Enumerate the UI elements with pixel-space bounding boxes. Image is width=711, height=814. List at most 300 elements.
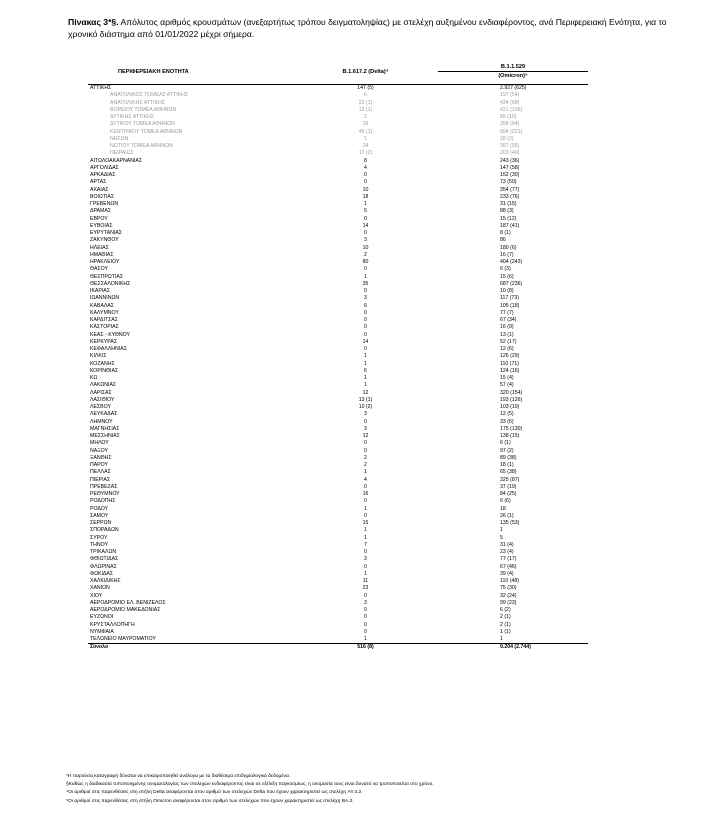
omicron-count-cell: 6 (6) — [500, 498, 511, 505]
table-total-row — [88, 644, 588, 652]
omicron-count-cell: 67 (34) — [500, 317, 517, 323]
table-row — [88, 245, 588, 252]
delta-count-cell: 11 — [362, 578, 369, 584]
omicron-count-cell: 84 (25) — [500, 491, 517, 497]
table-row — [88, 629, 588, 636]
omicron-count-cell: 193 (126) — [500, 396, 523, 403]
region-name-cell: ΓΡΕΒΕΝΩΝ — [90, 201, 119, 207]
table-subrow — [88, 100, 588, 107]
region-name-cell: ΝΟΤΙΟΥ ΤΟΜΕΑ ΑΘΗΝΩΝ — [110, 143, 173, 149]
omicron-count-cell: 16 (7) — [500, 251, 514, 258]
region-name-cell: ΝΑΞΟΥ — [90, 447, 108, 454]
omicron-count-cell: 28 (2) — [500, 135, 514, 142]
delta-count-cell: 6 — [364, 92, 367, 99]
delta-count-cell: 0 — [364, 512, 367, 519]
delta-count-cell: 1 — [364, 534, 367, 541]
table-row — [88, 390, 588, 397]
region-name-cell: ΚΑΛΥΜΝΟΥ — [90, 309, 119, 316]
delta-count-cell: 13 (1) — [358, 396, 373, 403]
region-name-cell: ΚΡΥΣΤΑΛΛΟΠΗΓΗ — [90, 621, 135, 628]
omicron-count-cell: 233 (76) — [500, 193, 520, 200]
omicron-count-cell: 325 (87) — [500, 476, 520, 483]
table-row — [88, 339, 588, 346]
region-name-cell: ΒΟΙΩΤΙΑΣ — [90, 193, 115, 200]
delta-count-cell: 1 — [364, 527, 367, 534]
delta-count-cell: 0 — [364, 172, 367, 178]
region-name-cell: ΧΑΝΙΩΝ — [90, 585, 110, 592]
table-row — [88, 506, 588, 513]
table-subrow — [88, 107, 588, 114]
delta-count-cell: 0 — [364, 440, 367, 447]
table-row — [88, 636, 588, 644]
delta-count-cell: 2 — [364, 454, 367, 461]
table-subrow — [88, 143, 588, 150]
region-name-cell: ΔΡΑΜΑΣ — [90, 208, 111, 215]
omicron-count-cell: 77 (7) — [500, 309, 514, 316]
region-name-cell: ΡΟΔΟΥ — [90, 505, 109, 512]
table-row — [88, 295, 588, 302]
region-name-cell: ΘΕΣΠΡΩΤΙΑΣ — [90, 273, 124, 280]
region-name-cell: ΠΑΡΟΥ — [90, 462, 108, 468]
table-row — [88, 607, 588, 614]
table-row — [88, 622, 588, 629]
omicron-count-cell: 138 (15) — [500, 433, 520, 439]
delta-count-cell: 1 — [364, 201, 367, 207]
delta-count-cell: 0 — [364, 331, 367, 338]
delta-count-cell: 1 — [364, 382, 367, 389]
region-name-cell: ΦΘΙΩΤΙΔΑΣ — [90, 556, 119, 563]
omicron-count-cell: 687 (236) — [500, 280, 523, 287]
table-row — [88, 259, 588, 266]
table-row — [88, 469, 588, 476]
omicron-count-cell: 39 (4) — [500, 570, 514, 577]
omicron-count-cell: 2 (1) — [500, 621, 511, 628]
region-name-cell: ΚΕΝΤΡΙΚΟΥ ΤΟΜΕΑ ΑΘΗΝΩΝ — [110, 128, 183, 135]
delta-count-cell: 1 — [364, 375, 367, 381]
region-name-cell: ΣΥΡΟΥ — [90, 534, 108, 541]
omicron-count-cell: 354 (77) — [500, 186, 520, 193]
delta-count-cell: 147 (5) — [293, 85, 438, 93]
region-name-cell: ΡΕΘΥΜΝΟΥ — [90, 491, 120, 497]
omicron-count-cell: 152 (30) — [500, 172, 520, 178]
table-row — [88, 411, 588, 418]
table-row — [88, 303, 588, 310]
region-name-cell: ΕΥΡΥΤΑΝΙΑΣ — [90, 230, 122, 236]
region-name-cell: ΦΛΩΡΙΝΑΣ — [90, 563, 117, 570]
table-row — [88, 187, 588, 194]
table-row — [88, 404, 588, 411]
omicron-count-cell: 99 (23) — [500, 599, 517, 606]
delta-count-cell: 0 — [364, 621, 367, 628]
region-name-cell: ΧΑΛΚΙΔΙΚΗΣ — [90, 578, 121, 584]
region-name-cell: ΑΡΚΑΔΙΑΣ — [90, 172, 116, 178]
delta-count-cell: 4 — [364, 164, 367, 171]
delta-count-cell: 18 — [362, 193, 369, 200]
region-name-cell: ΞΑΝΘΗΣ — [90, 454, 112, 461]
table-row — [88, 230, 588, 237]
table-row — [88, 564, 588, 571]
region-name-cell: ΦΩΚΙΔΑΣ — [90, 570, 114, 577]
omicron-count-cell: 15 (6) — [500, 273, 514, 280]
table-row — [88, 223, 588, 230]
table-row — [88, 527, 588, 534]
region-name-cell: ΚΕΡΚΥΡΑΣ — [90, 338, 118, 345]
delta-count-cell: 10 — [362, 244, 369, 251]
region-name-cell: ΖΑΚΥΝΘΟΥ — [90, 237, 119, 244]
table-row — [88, 324, 588, 331]
delta-count-cell: 46 (1) — [358, 128, 373, 135]
omicron-count-cell: 117 (73) — [500, 295, 519, 302]
table-caption-text: Απόλυτος αριθμός κρουσμάτων (ανεξαρτήτως τρόπου δειγματοληψίας) με στελέχη αυξημένου ενδιαφέροντος, ανά Περιφερειακή Ενότητα, για το χρονικό διάστημα από 01/01/2022 μέχρι σήμερα. — [68, 17, 667, 39]
omicron-count-cell: 32 (24) — [500, 592, 517, 599]
table-row — [88, 158, 588, 165]
table-row — [88, 165, 588, 172]
table-row — [88, 361, 588, 368]
region-name-cell: ΑΤΤΙΚΗΣ — [88, 85, 293, 93]
omicron-count-cell: 320 (154) — [500, 389, 523, 396]
region-name-cell: ΛΑΡΙΣΑΣ — [90, 389, 112, 396]
delta-count-cell: 0 — [364, 230, 367, 236]
delta-count-cell: 3 — [364, 237, 367, 244]
region-name-cell: ΛΕΣΒΟΥ — [90, 404, 111, 410]
delta-count-cell: 0 — [364, 628, 367, 635]
table-row — [88, 585, 588, 592]
region-name-cell: ΧΙΟΥ — [90, 592, 103, 599]
region-name-cell: ΚΕΑΣ - ΚΥΘΝΟΥ — [90, 331, 130, 338]
omicron-count-cell: 37 (19) — [500, 483, 517, 490]
table-row — [88, 600, 588, 607]
delta-count-cell: 0 — [364, 317, 367, 323]
omicron-count-cell: 126 (29) — [500, 353, 520, 360]
delta-count-cell: 0 — [364, 447, 367, 454]
omicron-count-cell: 175 (130) — [500, 425, 523, 432]
table-subrow — [88, 150, 588, 157]
region-name-cell: ΛΑΚΩΝΙΑΣ — [90, 382, 117, 389]
region-name-cell: ΝΥΜΦΑΙΑ — [90, 628, 114, 635]
table-row — [88, 353, 588, 360]
omicron-count-cell: 5 — [500, 534, 503, 541]
omicron-count-cell: 994 (221) — [500, 128, 523, 135]
delta-count-cell: 0 — [364, 266, 367, 273]
table-row — [88, 375, 588, 382]
omicron-count-cell: 12 (5) — [500, 411, 514, 418]
delta-count-cell: 2 — [364, 462, 367, 468]
delta-count-cell: 14 — [362, 338, 369, 345]
table-body — [88, 85, 588, 652]
table-row — [88, 614, 588, 621]
omicron-count-cell: 97 (2) — [500, 447, 514, 454]
delta-count-cell: 17 (2) — [358, 150, 373, 157]
region-name-cell: ΑΝΑΤΟΛΙΚΟΣ ΤΟΜΕΑΣ ΑΤΤΙΚΗΣ — [110, 92, 189, 99]
delta-count-cell: 1 — [364, 570, 367, 577]
region-name-cell: ΤΗΝΟΥ — [90, 541, 108, 548]
table-row — [88, 549, 588, 556]
total-label-cell: Σύνολο — [88, 644, 293, 652]
table-row — [88, 535, 588, 542]
omicron-count-cell: 147 (58) — [500, 164, 520, 171]
delta-count-cell: 35 — [362, 280, 369, 287]
table-row — [88, 593, 588, 600]
region-name-cell: ΛΕΥΚΑΔΑΣ — [90, 411, 118, 418]
region-name-cell: ΙΚΑΡΙΑΣ — [90, 288, 110, 294]
omicron-count-cell: 135 (53) — [500, 520, 520, 526]
delta-count-cell: 0 — [364, 179, 367, 186]
table-row — [88, 194, 588, 201]
delta-count-cell: 0 — [364, 288, 367, 294]
region-name-cell: ΚΙΛΚΙΣ — [90, 353, 107, 360]
omicron-count-cell: 1 — [500, 636, 503, 642]
region-name-cell: ΑΕΡΟΔΡΟΜΙΟ ΕΛ. ΒΕΝΙΖΕΛΟΣ — [90, 599, 166, 606]
delta-count-cell: 0 — [364, 418, 367, 425]
region-name-cell: ΑΡΤΑΣ — [90, 179, 107, 186]
omicron-count-cell: 57 (4) — [500, 382, 514, 389]
delta-count-cell: 0 — [364, 309, 367, 316]
delta-count-cell: 3 — [364, 425, 367, 432]
table-number: Πίνακας 3*§. — [68, 17, 119, 27]
omicron-count-cell: 15 (4) — [500, 375, 514, 381]
region-name-cell: ΣΑΜΟΥ — [90, 512, 109, 519]
omicron-count-cell: 33 (6) — [500, 418, 514, 425]
delta-count-cell: 1 — [364, 273, 367, 280]
omicron-count-cell: 18 — [500, 505, 506, 512]
region-name-cell: ΛΑΣΙΘΙΟΥ — [90, 396, 115, 403]
delta-count-cell: 0 — [364, 592, 367, 599]
omicron-count-cell: 67 (46) — [500, 563, 517, 570]
table-row — [88, 208, 588, 215]
delta-count-cell: 1 — [364, 469, 367, 476]
delta-count-cell: 3 — [364, 599, 367, 606]
footnote: *Η παρούσα καταγραφή δύναται να επικαιροποιηθεί ανάλογα με τα διαθέσιμα επιδημιολογικά δεδομένα. — [66, 774, 291, 779]
delta-count-cell: 1 — [364, 353, 367, 360]
region-name-cell: ΠΕΙΡΑΙΩΣ — [110, 150, 134, 157]
delta-count-cell: 6 — [364, 302, 367, 309]
omicron-count-cell: 2.927 (625) — [438, 85, 588, 93]
omicron-count-cell: 31 (15) — [500, 201, 517, 207]
header-omicron — [438, 60, 588, 85]
footnotes — [66, 773, 666, 806]
region-name-cell: ΚΩ — [90, 375, 98, 381]
omicron-count-cell: 6 (2) — [500, 607, 511, 613]
table-subrow — [88, 129, 588, 136]
region-name-cell: ΔΥΤΙΚΗΣ ΑΤΤΙΚΗΣ — [110, 114, 154, 120]
table-row — [88, 419, 588, 426]
delta-count-cell: 10 (2) — [358, 404, 373, 410]
omicron-count-cell: 421 (106) — [500, 106, 523, 113]
omicron-count-cell: 52 (17) — [500, 338, 517, 345]
table-row — [88, 556, 588, 563]
table-row — [88, 448, 588, 455]
delta-count-cell: 2 — [364, 251, 367, 258]
region-name-cell: ΚΟΡΙΝΘΙΑΣ — [90, 367, 119, 374]
table-row — [88, 237, 588, 244]
table-row — [88, 216, 588, 223]
delta-count-cell: 16 — [362, 491, 369, 497]
table-row — [88, 498, 588, 505]
table-row — [88, 440, 588, 447]
delta-count-cell: 12 (1) — [358, 106, 373, 113]
omicron-count-cell: 75 (30) — [500, 585, 517, 592]
omicron-count-cell: 187 (41) — [500, 222, 520, 229]
omicron-count-cell: 23 (4) — [500, 549, 514, 555]
region-name-cell: ΑΕΡΟΔΡΟΜΙΟ ΜΑΚΕΔΟΝΙΑΣ — [90, 607, 161, 613]
header-omicron-code: B.1.1.529 — [500, 64, 526, 70]
table-row — [88, 455, 588, 462]
omicron-count-cell: 89 (38) — [500, 454, 517, 461]
region-name-cell: ΠΡΕΒΕΖΑΣ — [90, 483, 118, 490]
omicron-count-cell: 258 (64) — [500, 121, 520, 128]
delta-count-cell: 1 — [364, 636, 367, 642]
region-name-cell: ΚΕΦΑΛΛΗΝΙΑΣ — [90, 346, 127, 352]
table-row — [88, 578, 588, 585]
delta-count-cell: 3 — [364, 411, 367, 418]
delta-count-cell: 0 — [364, 607, 367, 613]
region-name-cell: ΕΒΡΟΥ — [90, 215, 108, 222]
table-row — [88, 332, 588, 339]
omicron-count-cell: 103 (10) — [500, 404, 520, 410]
omicron-count-cell: 180 (6) — [500, 244, 517, 251]
header-region: ΠΕΡΙΦΕΡΕΙΑΚΗ ΕΝΟΤΗΤΑ — [88, 60, 293, 85]
footnote: ⁵Οι αριθμοί στις παρενθέσεις στη στήλη Omicron αναφέρονται στον αριθμό των στελεχών που έχουν χαρακτηριστεί ως στελέχη BA.2. — [66, 798, 354, 804]
region-name-cell: ΘΕΣΣΑΛΟΝΙΚΗΣ — [90, 280, 131, 287]
delta-count-cell: 0 — [364, 614, 367, 621]
table-row — [88, 477, 588, 484]
table-row — [88, 85, 588, 93]
table-row — [88, 382, 588, 389]
total-omicron-cell: 9.204 (2.744) — [438, 644, 588, 652]
delta-count-cell: 2 — [364, 114, 367, 120]
table-row — [88, 281, 588, 288]
table-row — [88, 433, 588, 440]
omicron-count-cell: 1 — [500, 527, 503, 534]
region-name-cell: ΣΕΡΡΩΝ — [90, 520, 112, 526]
delta-count-cell: 0 — [364, 483, 367, 490]
table-row — [88, 252, 588, 259]
delta-count-cell: 1 — [364, 505, 367, 512]
omicron-count-cell: 110 (48) — [500, 578, 519, 584]
table-row — [88, 513, 588, 520]
delta-count-cell: 0 — [364, 324, 367, 331]
table-row — [88, 172, 588, 179]
region-name-cell: ΑΙΤΩΛΟΑΚΑΡΝΑΝΙΑΣ — [90, 157, 143, 164]
region-name-cell: ΗΡΑΚΛΕΙΟΥ — [90, 259, 120, 265]
region-name-cell: ΚΑΡΔΙΤΣΑΣ — [90, 317, 118, 323]
omicron-count-cell: 124 (16) — [500, 367, 520, 374]
table-row — [88, 520, 588, 527]
table-row — [88, 274, 588, 281]
omicron-count-cell: 86 — [500, 237, 506, 244]
table-row — [88, 346, 588, 353]
region-name-cell: ΠΙΕΡΙΑΣ — [90, 476, 111, 483]
region-name-cell: ΚΟΖΑΝΗΣ — [90, 360, 115, 367]
omicron-count-cell: 8 (1) — [500, 230, 511, 236]
delta-count-cell: 6 — [364, 367, 367, 374]
table-row — [88, 462, 588, 469]
table-caption — [68, 16, 668, 40]
table-subrow — [88, 114, 588, 121]
table-subrow — [88, 92, 588, 99]
delta-count-cell: 14 — [362, 222, 369, 229]
table-row — [88, 426, 588, 433]
delta-count-cell: 1 — [364, 135, 367, 142]
region-name-cell: ΤΡΙΚΑΛΩΝ — [90, 549, 117, 555]
omicron-count-cell: 6 (1) — [500, 440, 511, 447]
region-name-cell: ΠΕΛΛΑΣ — [90, 469, 111, 476]
table-row — [88, 310, 588, 317]
region-name-cell: ΘΑΣΟΥ — [90, 266, 108, 273]
delta-count-cell: 80 — [362, 259, 369, 265]
delta-count-cell: 0 — [364, 346, 367, 352]
omicron-count-cell: 88 (3) — [500, 208, 514, 215]
delta-count-cell: 3 — [364, 295, 367, 302]
table-header-row — [88, 60, 588, 85]
region-name-cell: ΜΑΓΝΗΣΙΑΣ — [90, 425, 120, 432]
region-name-cell: ΝΗΣΩΝ — [110, 135, 129, 142]
table-row — [88, 542, 588, 549]
delta-count-cell: 0 — [364, 563, 367, 570]
omicron-count-cell: 243 (36) — [500, 157, 520, 164]
omicron-count-cell: 105 (18) — [500, 302, 520, 309]
region-name-cell: ΚΑΣΤΟΡΙΑΣ — [90, 324, 119, 331]
omicron-count-cell: 18 (1) — [500, 462, 514, 468]
delta-count-cell: 5 — [364, 208, 367, 215]
delta-count-cell: 8 — [364, 157, 367, 164]
region-name-cell: ΜΗΛΟΥ — [90, 440, 109, 447]
omicron-count-cell: 110 (71) — [500, 360, 519, 367]
region-name-cell: ΛΗΜΝΟΥ — [90, 418, 113, 425]
table-row — [88, 288, 588, 295]
omicron-count-cell: 13 (1) — [500, 331, 514, 338]
omicron-count-cell: 1 (1) — [500, 628, 511, 635]
header-delta: B.1.617.2 (Delta)⁴ — [293, 60, 438, 85]
delta-count-cell: 0 — [364, 215, 367, 222]
region-name-cell: ΤΕΛΩΝΕΙΟ ΜΑΥΡΟΜΑΤΙΟΥ — [90, 636, 156, 642]
region-name-cell: ΒΟΡΕΙΟΥ ΤΟΜΕΑ ΑΘΗΝΩΝ — [110, 106, 177, 113]
region-name-cell: ΕΥΒΟΙΑΣ — [90, 222, 113, 229]
omicron-count-cell: 203 (40) — [500, 150, 520, 157]
region-name-cell: ΣΠΟΡΑΔΩΝ — [90, 527, 119, 534]
region-name-cell: ΚΑΒΑΛΑΣ — [90, 302, 114, 309]
table-row — [88, 491, 588, 498]
region-name-cell: ΗΜΑΘΙΑΣ — [90, 251, 114, 258]
delta-count-cell: 3 — [364, 556, 367, 563]
omicron-count-cell: 16 (9) — [500, 324, 514, 331]
region-name-cell: ΑΧΑΪΑΣ — [90, 186, 109, 193]
omicron-count-cell: 10 (8) — [500, 288, 514, 294]
omicron-count-cell: 197 (54) — [500, 92, 520, 99]
omicron-count-cell: 73 (50) — [500, 179, 517, 186]
region-name-cell: ΗΛΕΙΑΣ — [90, 244, 109, 251]
table-row — [88, 317, 588, 324]
delta-count-cell: 24 — [362, 143, 369, 149]
omicron-count-cell: 65 (38) — [500, 469, 517, 476]
delta-count-cell: 23 (1) — [358, 99, 373, 106]
delta-count-cell: 4 — [364, 476, 367, 483]
footnote: §Καθώς η διαδικασία τυποποιημένης ονοματολογίας των στελεχών ενδιαφέροντος είναι σε εξέλιξη παγκοσμίως, η ονομασία τους είναι δυνατό να τροποποιείται στο χρόνο. — [66, 782, 434, 788]
region-name-cell: ΕΥΖΩΝΟΙ — [90, 614, 114, 621]
omicron-count-cell: 65 (15) — [500, 114, 517, 120]
omicron-count-cell: 26 (1) — [500, 512, 514, 519]
table-row — [88, 179, 588, 186]
footnote: ⁴Οι αριθμοί στις παρενθέσεις στη στήλη Delta αναφέρονται στον αριθμό των στελεχών Delta που έχουν χαρακτηριστεί ως στελέχη AY.4.2. — [66, 790, 363, 796]
delta-count-cell: 10 — [362, 186, 369, 193]
omicron-count-cell: 404 (243) — [500, 259, 523, 265]
total-delta-cell: 516 (8) — [293, 644, 438, 652]
region-name-cell: ΡΟΔΟΠΗΣ — [90, 498, 116, 505]
region-name-cell: ΔΥΤΙΚΟΥ ΤΟΜΕΑ ΑΘΗΝΩΝ — [110, 121, 175, 128]
omicron-count-cell: 434 (68) — [500, 99, 520, 106]
delta-count-cell: 1 — [364, 360, 367, 367]
omicron-count-cell: 12 (6) — [500, 346, 514, 352]
